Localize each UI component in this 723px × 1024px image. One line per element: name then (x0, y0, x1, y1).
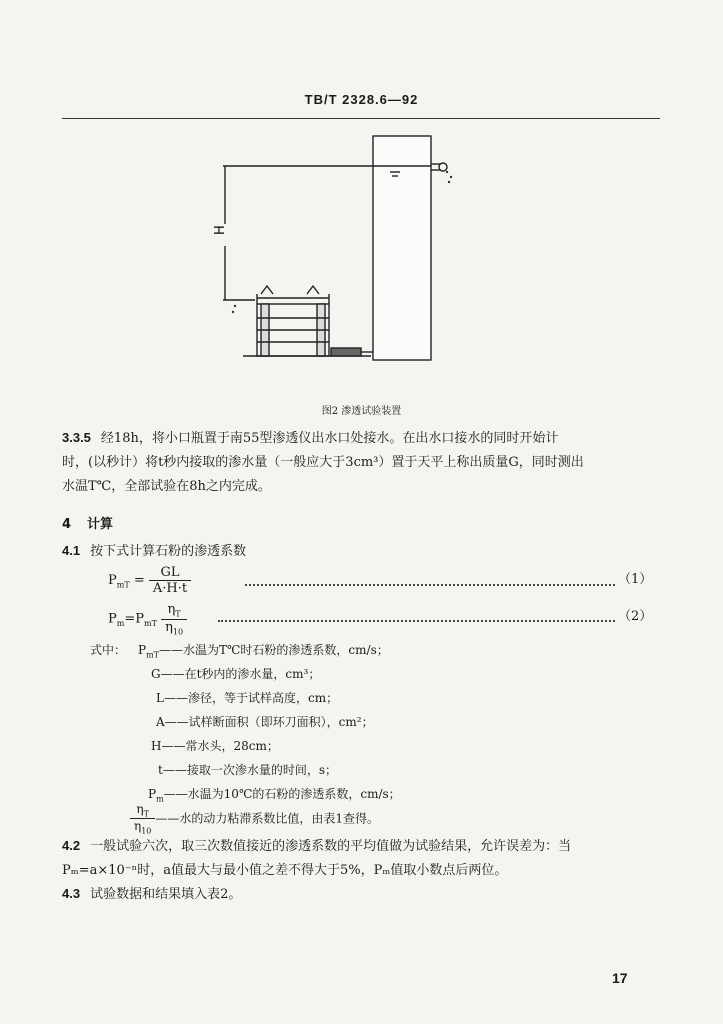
eq-denominator: η (165, 619, 173, 635)
definition-item (156, 689, 338, 706)
section-4-2 (62, 834, 662, 883)
eq-numerator: η (167, 602, 176, 617)
figure-h-label: H (213, 225, 228, 235)
section-title: 计算 (87, 517, 114, 532)
para-line: Pₘ=a×10⁻ⁿ时，a值最大与最小值之差不得大于5%，Pₘ值取小数点后两位。 (62, 863, 508, 878)
equation-number: （1） (618, 572, 653, 587)
eq-equals: = (124, 611, 136, 627)
def-symbol: G (151, 667, 161, 681)
def-symbol: L (156, 691, 164, 705)
leader-dots (245, 584, 615, 586)
eq-symbol: P (108, 611, 117, 627)
section-number: 3.3.5 (62, 430, 91, 445)
eq-equals: = (133, 573, 145, 588)
definition-item (158, 761, 337, 778)
section-number: 4 (62, 517, 72, 532)
def-symbol: P (148, 787, 157, 801)
definition-item (156, 713, 374, 730)
ratio-numerator: η (136, 802, 144, 816)
para-line: 经18h，将小口瓶置于南55型渗透仪出水口处接水。在出水口接水的同时开始计 (100, 431, 559, 446)
eq-symbol: P (108, 573, 117, 588)
eq-fraction (149, 565, 191, 596)
def-symbol: t (158, 763, 163, 777)
ratio-fraction (130, 802, 155, 836)
section-number: 4.1 (62, 543, 81, 558)
definition-item (138, 641, 389, 659)
eq-subscript: mT (116, 580, 130, 590)
ratio-subscript: T (143, 809, 149, 819)
def-text: ——水温为T℃时石粉的渗透系数，cm/s； (159, 643, 389, 657)
def-symbol: H (151, 739, 162, 753)
definition-item (151, 737, 279, 754)
eq-subscript: mT (144, 619, 157, 629)
page-number: 17 (612, 970, 628, 986)
definition-ratio (130, 802, 379, 836)
def-subscript: mT (146, 650, 159, 660)
para-line: 一般试验六次，取三次数值接近的渗透系数的平均值做为试验结果，允许误差为：当 (90, 839, 572, 854)
def-text: ——常水头，28cm； (161, 739, 279, 753)
def-text: ——水温为10℃的石粉的渗透系数，cm/s； (163, 787, 401, 801)
definition-item (148, 785, 401, 803)
def-text: ——在t秒内的渗水量，cm³； (160, 667, 321, 681)
def-subscript: m (156, 794, 164, 804)
eq-denominator: A·H·t (152, 581, 188, 596)
para-text: 按下式计算石粉的渗透系数 (90, 544, 247, 559)
header-rule (62, 118, 660, 119)
equation-1 (108, 565, 191, 596)
para-line: 时，(以秒计）将t秒内接取的渗水量（一般应大于3cm³）置于天平上称出质量G，同时测出 (62, 455, 584, 470)
permeability-apparatus-figure (195, 128, 475, 388)
definitions-lead: 式中： (90, 643, 127, 657)
section-number: 4.2 (62, 838, 81, 853)
def-text: ——渗径，等于试样高度，cm； (163, 691, 339, 705)
eq-symbol: P (135, 611, 144, 627)
section-4-1 (62, 539, 662, 564)
ratio-denominator: η (134, 819, 142, 834)
section-3-3-5 (62, 426, 662, 499)
eq-subscript: 10 (172, 627, 184, 637)
eq-numerator: GL (149, 565, 191, 581)
eq-subscript: m (116, 619, 125, 629)
ratio-text: ——水的动力粘滞系数比值，由表1查得。 (155, 811, 380, 826)
definition-item (151, 665, 320, 682)
para-line: 水温T℃，全部试验在8h之内完成。 (62, 479, 271, 494)
def-text: ——试样断面积（即环刀面积），cm²； (164, 715, 374, 729)
doc-header: TB/T 2328.6—92 (304, 92, 419, 107)
ratio-subscript: 10 (141, 826, 152, 836)
eq-subscript: T (175, 609, 181, 619)
figure-caption: 图2 渗透试验装置 (321, 406, 402, 417)
equation-number: （2） (618, 609, 653, 624)
def-symbol: A (156, 715, 165, 729)
eq-fraction (161, 602, 187, 636)
def-text: ——接取一次渗水量的时间，s； (162, 763, 337, 777)
equation-2 (108, 602, 187, 636)
def-symbol: P (138, 643, 147, 657)
section-4-3 (62, 882, 662, 907)
leader-dots (218, 620, 615, 622)
section-number: 4.3 (62, 886, 81, 901)
para-text: 试验数据和结果填入表2。 (90, 887, 242, 902)
section-4-heading (62, 513, 113, 532)
